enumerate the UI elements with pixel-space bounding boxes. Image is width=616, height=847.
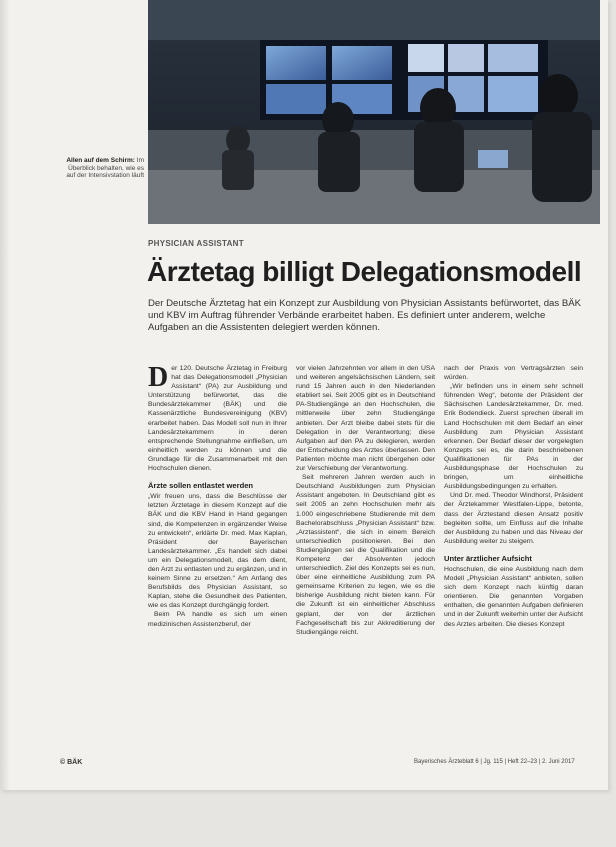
paragraph: Der 120. Deutsche Ärztetag in Freiburg hat das Delegationsmodell „Physician Assistant“ (PA) zur Ausbildung und Unterstützung befürwortet, das die Bundesärztekammer (BÄK) und die Kassenärztliche Bundesvereinigung (KBV) erarbeitet haben. Das Modell soll nun in Ihrer Landesärztekammern in deren entsprechende Stellungnahme einfließen, um einheitlich werden zu können und die Grundlage für die Zusammenarbeit mit den Hochschulen dienen. <box>148 362 287 473</box>
caption-bold: Allen auf dem Schirm: <box>66 157 135 164</box>
paragraph: „Wir freuen uns, dass die Beschlüsse der letzten Ärztetage in diesem Konzept auf die BÄK und die KBV Hand in Hand gegangen sind, die Kompetenzen in ergänzender Weise zu entwickeln“, erklärte Dr. med. Max Kaplan, Präsident der Bayerischen Landesärztekammer. „Es handelt sich dabei um ein Delegationsmodell, das dem dient, den Arzt zu entlasten und zu ergänzen, und in keinem Sinne zu ersetzen.“ Am Anfang des Berufsbilds des Physician Assistant, so Kaplan, stehe die Gesundheit des Patienten, wie es das Konzept durchgängig fordert. <box>148 493 287 610</box>
paragraph: „Wir befinden uns in einem sehr schnell führenden Weg“, betonte der Präsident der Sächsischen Landesärztekammer, Dr. med. Erik Bodendieck. Zuerst sprechen überall im Land Hochschulen mit dem Bedarf an einer Ausbildung zum Physician Assistant erkennen. Der Bedarf dieser der vorgelegten Konzepts sei es, die darin beschriebenen Qualifikationen für PAs in der Ausbildungsphase der Hochschulen zu bringen, um einheitliche Ausbildungsbedingungen zu erhalten. <box>444 383 583 491</box>
caption-text: Im Überblick behalten, wie es auf der Intensivstation läuft <box>66 157 144 179</box>
issue-info: Bayerisches Ärzteblatt 6 | Jg. 115 | Heft 22–23 | 2. Juni 2017 <box>414 759 575 765</box>
subheading: Ärzte sollen entlastet werden <box>148 481 254 491</box>
headline: Ärztetag billigt Delegationsmodell <box>147 256 582 287</box>
article-photo <box>148 0 600 224</box>
paragraph: Seit mehreren Jahren werden auch in Deutschland Ausbildungen zum Physician Assistant angeboten. In Deutschland gibt es seit 2005 an zehn Hochschulen mehr als 1.000 eingeschriebene Studierende mit dem Bachelorabschluss „Physician Assistant“ bzw. „Arztassistent“, die sich in einem Bereich unterschiedlich positionieren. Bei den Studiengängen sei die Qualifikation und die Kompetenz der Absolventen jedoch unterschiedlich. Ziel des Konzepts sei es nun, über eine einheitliche Ausbildung zum PA gemeinsame Kriterien zu legen, wie es die bisherige Ausbildung nicht bieten kann. Für die Zukunft ist ein einheitlicher Abschluss geplant, der von der ärztlichen Fachgesellschaft bis zur Akkreditierung der Studiengänge reicht. <box>296 474 435 636</box>
drop-cap: D <box>148 362 169 393</box>
page-gutter-shadow <box>0 0 10 790</box>
photo-caption <box>60 157 144 180</box>
paragraph: nach der Praxis von Vertragsärzten sein würden. <box>444 365 583 382</box>
text-column-2 <box>296 364 435 637</box>
subheading: Unter ärztlicher Aufsicht <box>444 553 532 563</box>
paragraph: Hochschulen, die eine Ausbildung nach dem Modell „Physician Assistant“ anbieten, sollen sich dem Konzept nach künftig daran orientieren. Die genannten Vorgaben enthalten, die genannten Aufgaben definieren und in der Zukunft weiterhin unter der Aufsicht des Arztes arbeiten. Die dieses Konzept <box>444 565 583 628</box>
lead-paragraph: Der Deutsche Ärztetag hat ein Konzept zur Ausbildung von Physician Assistants befürwortet, das BÄK und KBV im Auftrag führender Verbände erarbeitet haben. Es definiert unter anderem, welche Aufgaben an die Assistenten delegiert werden können. <box>148 298 582 333</box>
paragraph: Beim PA handle es sich um einen medizinischen Assistenzberuf, der <box>148 611 287 628</box>
photo-credit: © BÄK <box>60 759 83 766</box>
text-column-1 <box>148 364 287 629</box>
text-column-3 <box>444 364 583 629</box>
section-kicker: PHYSICIAN ASSISTANT <box>148 239 244 248</box>
paragraph: vor vielen Jahrzehnten vor allem in den USA und weiteren angelsächsischen Ländern, seit rund 15 Jahren auch in den Niederlanden etabliert sei. Seit 2005 gibt es in Deutschland PA-Studiengänge an den Hochschulen, die mittlerweile über zehn Studiengänge anbieten. Der Arzt bleibe dabei stets für die Delegation in der Verantwortung; diese Aufgaben auf den PA zu delegieren, werden der Entscheidung des Arztes überlassen. Den Patienten möchte man nicht übergehen oder zur Verschiebung der Verantwortung. <box>296 365 435 473</box>
paragraph: Und Dr. med. Theodor Windhorst, Präsident der Ärztekammer Westfalen-Lippe, betonte, dass der Ärztestand diesen Ansatz positiv begleiten sollte, um Einfluss auf die Inhalte der Ausbildung zu haben und das Niveau der Ausbildung weiter zu steigern. <box>444 492 583 545</box>
